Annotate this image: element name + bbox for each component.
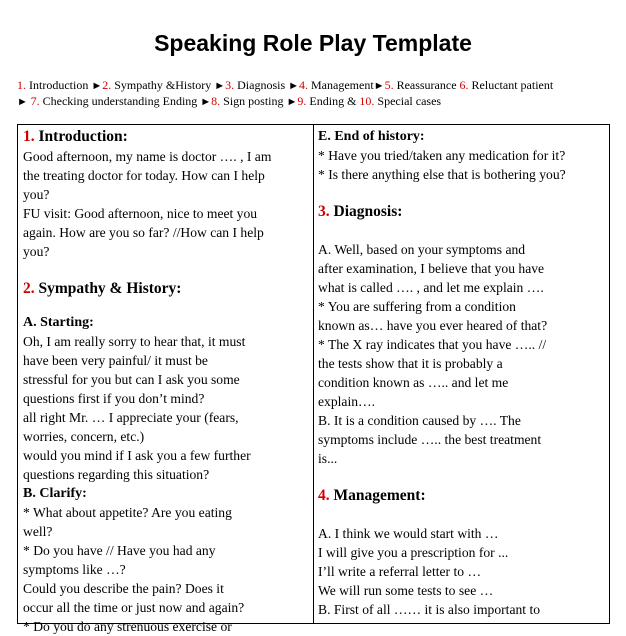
management-text <box>318 524 605 619</box>
text-line: worries, concern, etc.) <box>23 429 145 444</box>
end-history-heading: E. End of history: <box>318 129 425 144</box>
section-index-item: 8. Sign posting <box>211 94 287 108</box>
intro-heading: 1. Introduction: <box>23 128 128 145</box>
text-line: would you mind if I ask you a few further <box>23 448 251 463</box>
arrow-icon: ► <box>373 80 385 92</box>
right-column <box>314 125 609 623</box>
template-table <box>17 124 610 634</box>
text-line: questions regarding this situation? <box>23 467 210 482</box>
text-line: you? <box>23 187 50 202</box>
text-line: A. I think we would start with … <box>318 526 499 541</box>
text-line: have been very painful/ it must be <box>23 353 208 368</box>
section-index-item: 3. Diagnosis <box>225 78 289 92</box>
arrow-icon: ► <box>286 96 298 108</box>
text-line: symptoms include ….. the best treatment <box>318 432 542 447</box>
text-line: explain…. <box>318 394 376 409</box>
text-line: Good afternoon, my name is doctor …. , I am <box>23 149 272 164</box>
text-line: * Is there anything else that is bothering you? <box>318 167 566 182</box>
text-line: I’ll write a referral letter to … <box>318 564 482 579</box>
text-line: stressful for you but can I ask you some <box>23 372 240 387</box>
text-line: the tests show that it is probably a <box>318 356 503 371</box>
text-line: condition known as ….. and let me <box>318 375 509 390</box>
text-line: * Do you have // Have you had any <box>23 543 216 558</box>
text-line: occur all the time or just now and again? <box>23 600 245 615</box>
text-line: Could you describe the pain? Does it <box>23 581 224 596</box>
text-line: * You are suffering from a condition <box>318 299 516 314</box>
text-line: * What about appetite? Are you eating <box>23 505 232 520</box>
left-column <box>18 125 314 634</box>
text-line: I will give you a prescription for ... <box>318 545 509 560</box>
arrow-icon: ► <box>17 96 31 108</box>
diagnosis-text <box>318 240 605 468</box>
arrow-icon: ► <box>214 80 226 92</box>
section-index-item: 9. Ending & <box>297 94 360 108</box>
text-line: * Do you do any strenuous exercise or <box>23 619 232 634</box>
text-line: FU visit: Good afternoon, nice to meet you <box>23 206 258 221</box>
starting-heading: A. Starting: <box>23 315 94 330</box>
text-line: the treating doctor for today. How can I help <box>23 168 265 183</box>
end-history-text <box>318 146 605 184</box>
arrow-icon: ► <box>200 96 212 108</box>
section-index-item: 10. Special cases <box>359 94 442 108</box>
text-line: well? <box>23 524 53 539</box>
management-heading: 4. Management: <box>318 487 426 504</box>
text-line: symptoms like …? <box>23 562 126 577</box>
section-index-item: 7. Checking understanding Ending <box>30 94 201 108</box>
text-line: * Have you tried/taken any medication for it? <box>318 148 566 163</box>
diagnosis-heading: 3. Diagnosis: <box>318 203 403 220</box>
arrow-icon: ► <box>91 80 103 92</box>
section-index-item: 2. Sympathy &History <box>102 78 215 92</box>
page-title: Speaking Role Play Template <box>154 30 472 56</box>
text-line: is... <box>318 451 338 466</box>
text-line: what is called …. , and let me explain …. <box>318 280 544 295</box>
text-line: * The X ray indicates that you have ….. // <box>318 337 547 352</box>
section-index-item: 1. Introduction <box>17 78 92 92</box>
section-index-item: 5. Reassurance <box>384 78 460 92</box>
text-line: after examination, I believe that you have <box>318 261 545 276</box>
text-line: We will run some tests to see … <box>318 583 494 598</box>
text-line: B. First of all …… it is also important to <box>318 602 541 617</box>
text-line: you? <box>23 244 50 259</box>
text-line: again. How are you so far? //How can I help <box>23 225 264 240</box>
text-line: all right Mr. … I appreciate your (fears, <box>23 410 239 425</box>
intro-text <box>23 147 308 261</box>
arrow-icon: ► <box>288 80 300 92</box>
sympathy-heading: 2. Sympathy & History: <box>23 280 182 297</box>
starting-text <box>23 332 308 484</box>
text-line: Oh, I am really sorry to hear that, it must <box>23 334 246 349</box>
section-index <box>17 78 617 110</box>
section-index-item: 6. Reluctant patient <box>459 78 554 92</box>
section-index-item: 4. Management <box>299 78 374 92</box>
clarify-heading: B. Clarify: <box>23 486 87 501</box>
text-line: known as… have you ever heared of that? <box>318 318 548 333</box>
clarify-text <box>23 503 308 636</box>
text-line: B. It is a condition caused by …. The <box>318 413 521 428</box>
text-line: questions first if you don’t mind? <box>23 391 205 406</box>
text-line: A. Well, based on your symptoms and <box>318 242 526 257</box>
